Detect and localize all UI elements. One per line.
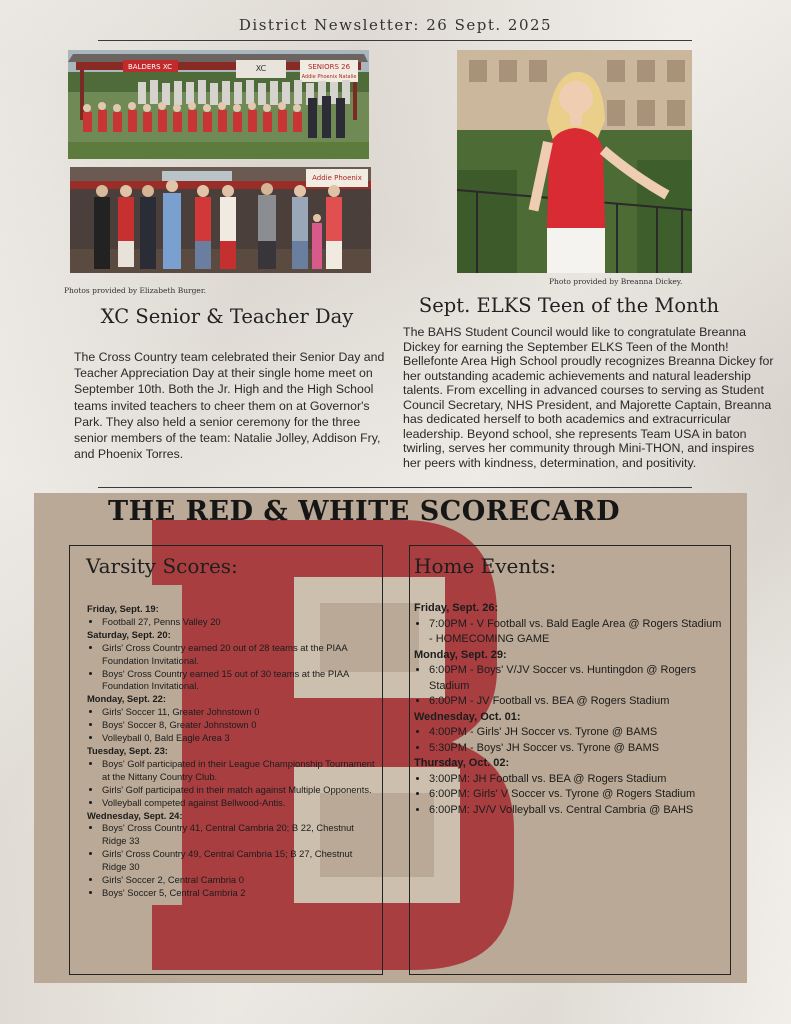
- list-item: • Boys' Soccer 8, Greater Johnstown 0: [102, 719, 375, 732]
- section-divider: [98, 487, 692, 488]
- list-item: • Football 27, Penns Valley 20: [102, 616, 375, 629]
- day-heading: Monday, Sept. 22:: [87, 693, 167, 705]
- elks-article-body: The BAHS Student Council would like to congratulate Breanna Dickey for earning the September ELKS Teen of the Month! Bellefonte Area High School proudly recognizes Breanna Dickey for her outstanding academic achievements and natural leadership talents. From excelling in advanced courses to serving as Student Council Secretary, NHS President, and Majorette Captain, Breanna has dedicated herself to both academics and extracurricular leadership. Beyond school, she represents Team USA in baton twirling, serves her community through Mini-THON, and inspires her peers with kindness, determination, and positivity.: [403, 325, 774, 470]
- names-banner: Addie Phoenix Natalie: [301, 74, 357, 80]
- day-heading: Friday, Sept. 19:: [87, 603, 159, 614]
- teen-of-month-photo: [457, 50, 692, 273]
- left-photo-credit: Photos provided by Elizabeth Burger.: [64, 286, 207, 295]
- day-heading: Saturday, Sept. 20:: [87, 628, 171, 640]
- list-item: • 6:00PM: JV/V Volleyball vs. Central Cambria @ BAHS: [429, 803, 724, 819]
- names-banner-2: Addie Phoenix: [312, 174, 362, 182]
- team-banner: BALDERS XC: [127, 63, 173, 71]
- list-item: • Girls' Cross Country earned 20 out of 28 teams at the PIAA Foundation Invitational.: [102, 642, 375, 668]
- home-heading: Home Events:: [414, 554, 557, 578]
- xc-article-body: The Cross Country team celebrated their Senior Day and Teacher Appreciation Day at their single home meet on September 10th. Both the Jr. High and the High School teams invited teachers to cheer them on at Governor's Park. They also held a senior ceremony for the three senior members of the team: Natalie Jolley, Addison Fry, and Phoenix Torres.: [74, 350, 385, 462]
- event-list: [414, 725, 724, 756]
- elks-article-title: Sept. ELKS Teen of the Month: [418, 294, 720, 317]
- varsity-heading: Varsity Scores:: [86, 554, 238, 578]
- event-list: [414, 772, 724, 819]
- home-events-box: [409, 545, 731, 975]
- event-list: [87, 642, 375, 694]
- day-heading: Thursday, Oct. 02:: [414, 757, 510, 769]
- event-list: [414, 617, 724, 648]
- xc-article-title: XC Senior & Teacher Day: [100, 305, 354, 328]
- scorecard-title: THE RED & WHITE SCORECARD: [108, 496, 621, 527]
- list-item: • 4:00PM - Girls' JH Soccer vs. Tyrone @ BAMS: [429, 725, 724, 741]
- list-item: • Girls' Soccer 2, Central Cambria 0: [102, 874, 375, 887]
- list-item: • 6:00PM - Boys' V/JV Soccer vs. Huntingdon @ Rogers Stadium: [429, 663, 724, 694]
- list-item: • Boys' Soccer 5, Central Cambria 2: [102, 887, 375, 900]
- day-heading: Friday, Sept. 26:: [414, 602, 499, 614]
- list-item: • Boys' Golf participated in their League Championship Tournament at the Nittany Country Club.: [102, 758, 375, 784]
- event-list: [87, 822, 375, 899]
- xc-team-photo: [68, 50, 369, 159]
- list-item: • 6:00PM - JV Football vs. BEA @ Rogers Stadium: [429, 694, 724, 710]
- list-item: • Girls' Golf participated in their match against Multiple Opponents.: [102, 784, 375, 797]
- event-list: [87, 706, 375, 745]
- event-list: [87, 758, 375, 810]
- varsity-scores-list: [87, 603, 375, 900]
- varsity-scores-box: [69, 545, 383, 975]
- right-photo-credit: Photo provided by Breanna Dickey.: [549, 277, 683, 286]
- list-item: • Boys' Cross Country earned 15 out of 30 teams at the PIAA Foundation Invitational.: [102, 668, 375, 694]
- seniors-banner: SENIORS 26: [307, 63, 351, 71]
- list-item: • Volleyball 0, Bald Eagle Area 3: [102, 732, 375, 745]
- list-item: • 6:00PM: Girls' V Soccer vs. Tyrone @ Rogers Stadium: [429, 787, 724, 803]
- list-item: • Girls' Cross Country 49, Central Cambria 15; B 27, Chestnut Ridge 30: [102, 848, 375, 874]
- newsletter-header: District Newsletter: 26 Sept. 2025: [238, 16, 553, 34]
- list-item: • Boys' Cross Country 41, Central Cambria 20; B 22, Chestnut Ridge 33: [102, 822, 375, 848]
- header-divider: [98, 40, 692, 41]
- day-heading: Wednesday, Oct. 01:: [414, 710, 521, 723]
- day-heading: Wednesday, Sept. 24:: [87, 809, 183, 821]
- svg-text:XC: XC: [255, 64, 267, 73]
- list-item: • 7:00PM - V Football vs. Bald Eagle Area @ Rogers Stadium - HOMECOMING GAME: [429, 617, 724, 648]
- list-item: • 3:00PM: JH Football vs. BEA @ Rogers Stadium: [429, 772, 724, 788]
- senior-teacher-photo: [70, 167, 371, 273]
- event-list: [414, 663, 724, 710]
- list-item: • 5:30PM - Boys' JH Soccer vs. Tyrone @ BAMS: [429, 741, 724, 757]
- day-heading: Tuesday, Sept. 23:: [87, 744, 168, 756]
- list-item: • Volleyball competed against Bellwood-Antis.: [102, 797, 375, 810]
- list-item: • Girls' Soccer 11, Greater Johnstown 0: [102, 706, 375, 719]
- day-heading: Monday, Sept. 29:: [414, 648, 507, 661]
- home-events-list: [414, 601, 724, 818]
- event-list: [87, 616, 375, 629]
